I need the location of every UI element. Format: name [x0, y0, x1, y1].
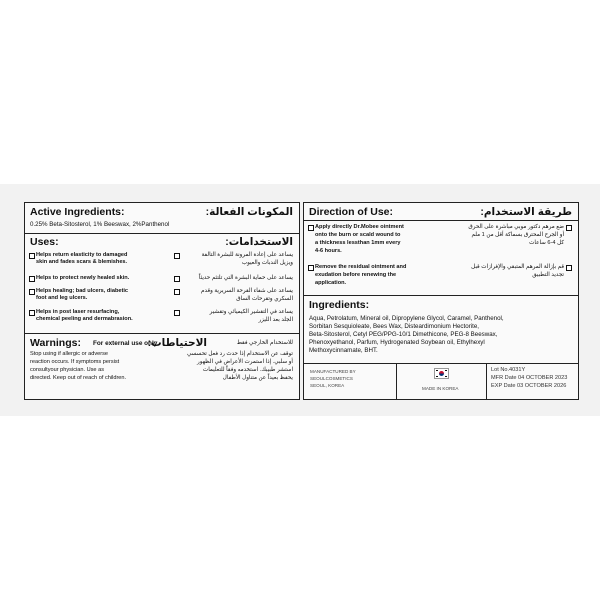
- right-panel: [303, 202, 579, 400]
- warnings-text-ar: توقف عن الاستخدام إذا حدث رد فعل تحسسي: [187, 351, 293, 357]
- checkbox-icon: [566, 265, 572, 271]
- use-text-ar: ويزيل الندبات والعيوب: [241, 260, 293, 266]
- use-text: skin and fades scars & blemishes.: [36, 259, 128, 265]
- warnings-text-ar: أو سلبي. إذا استمرت الأعراض في الظهور: [197, 359, 293, 365]
- ingredients-title: Ingredients:: [309, 299, 370, 311]
- direction-text: exudation before renewing the: [315, 272, 397, 278]
- warnings-subtitle: For external use only: [93, 340, 158, 347]
- checkbox-icon: [29, 276, 35, 282]
- mfr-date: MFR Date 04 OCTOBER 2023: [491, 375, 568, 381]
- direction-text: Apply directly Dr.Mobee ointment: [315, 224, 404, 230]
- use-text: foot and leg ulcers.: [36, 295, 88, 301]
- warnings-text: consultyour physician. Use as: [30, 367, 104, 373]
- ingredients-text: Aqua, Petrolatum, Mineral oil, Dipropylene Glycol, Caramel, Panthenol,: [309, 315, 504, 322]
- use-text: Helps return elasticity to damaged: [36, 252, 128, 258]
- checkbox-icon: [29, 310, 35, 316]
- use-text: Helps to protect newly healed skin.: [36, 275, 130, 281]
- checkbox-icon: [174, 310, 180, 316]
- divider: [304, 295, 578, 296]
- use-text-ar: يساعد على حماية البشرة التي تلتئم حديثاً: [198, 275, 293, 281]
- direction-item-2: [304, 264, 578, 290]
- use-item-3: [25, 288, 299, 306]
- direction-title-ar: طريقة الاستخدام:: [480, 206, 572, 218]
- left-panel: [24, 202, 300, 400]
- divider: [304, 363, 578, 364]
- use-text: Helps in post laser resurfacing,: [36, 309, 120, 315]
- use-text-ar: السكري وتقرحات الساق: [236, 296, 293, 302]
- ingredients-text: Beta-Sitosterol, Cetyl PEG/PPG-10/1 Dimethicone, PEG-8 Beeswax,: [309, 331, 498, 338]
- active-ingredients-title-ar: المكونات الفعالة:: [205, 206, 293, 218]
- use-text-ar: يساعد على إعادة المرونة للبشرة التالفة: [201, 252, 293, 258]
- manufacturer-text: SEOULCOSMETICS: [310, 376, 353, 381]
- active-ingredients-text: 0.25% Beta-Sitosterol, 1% Beeswax, 2%Panthenol: [30, 221, 170, 228]
- direction-text: onto the burn or scald wound to: [315, 232, 401, 238]
- checkbox-icon: [29, 289, 35, 295]
- direction-text: Remove the residual ointment and: [315, 264, 407, 270]
- checkbox-icon: [566, 225, 572, 231]
- exp-date: EXP Date 03 OCTOBER 2026: [491, 383, 567, 389]
- use-text-ar: يساعد على شفاء القرحة السريرية وقدم: [201, 288, 293, 294]
- checkbox-icon: [29, 253, 35, 259]
- direction-item-1: [304, 224, 578, 258]
- direction-text-ar: ضع مرهم دكتور موبي مباشرة على الحرق: [468, 224, 564, 230]
- checkbox-icon: [308, 225, 314, 231]
- warnings-text: directed. Keep out of reach of children.: [30, 375, 127, 381]
- manufacturer-text: SEOUL, KOREA: [310, 383, 345, 388]
- divider: [486, 363, 487, 399]
- direction-text-ar: تجديد التطبيق: [532, 272, 564, 278]
- uses-title: Uses:: [30, 236, 59, 248]
- direction-text: application.: [315, 280, 347, 286]
- use-text: chemical peeling and dermabrasion.: [36, 316, 133, 322]
- use-text-ar: يساعد في التقشير الكيميائي وتقشير: [209, 309, 293, 315]
- use-text-ar: الجلد بعد الليزر: [258, 317, 293, 323]
- divider: [304, 220, 578, 221]
- direction-text: 4-6 hours.: [315, 248, 342, 254]
- ingredients-text: Phenoxyethanol, Parfum, Hydrogenated Soybean oil, Ethylhexyl: [309, 339, 485, 346]
- divider: [396, 363, 397, 399]
- korea-flag-icon: [434, 368, 449, 379]
- use-item-1: [25, 252, 299, 272]
- use-item-2: [25, 275, 299, 285]
- warnings-text-ar: يحفظ بعيداً عن متناول الأطفال: [222, 375, 293, 381]
- manufacturer-text: MANUFACTURED BY: [310, 369, 356, 374]
- checkbox-icon: [174, 289, 180, 295]
- lot-number: Lot No.4031Y: [491, 367, 526, 373]
- warnings-text: Stop using if allergic or adverse: [30, 351, 109, 357]
- use-text: Helps healing; bad ulcers, diabetic: [36, 288, 129, 294]
- checkbox-icon: [308, 265, 314, 271]
- uses-title-ar: الاستخدامات:: [225, 236, 293, 248]
- active-ingredients-title: Active Ingredients:: [30, 206, 125, 218]
- direction-text: a thickness lessthan 1mm every: [315, 240, 401, 246]
- direction-text-ar: أو الجرح المحترق بسماكة أقل من 1 ملم: [471, 232, 564, 238]
- checkbox-icon: [174, 276, 180, 282]
- divider: [25, 233, 299, 234]
- direction-text-ar: قم بإزالة المرهم المتبقي والإفرازات قبل: [471, 264, 564, 270]
- ingredients-text: Sorbitan Sesquioleate, Bees Wax, Disteardimonium Hectorite,: [309, 323, 480, 330]
- direction-title: Direction of Use:: [309, 206, 394, 218]
- warnings-title: Warnings:: [30, 337, 81, 349]
- use-item-4: [25, 309, 299, 327]
- warnings-text-ar: للاستخدام الخارجي فقط: [236, 340, 293, 346]
- ingredients-text: Methoxycinnamate, BHT.: [309, 347, 378, 354]
- made-in-text: MADE IN KOREA: [422, 386, 459, 391]
- warnings-text-ar: استشر طبيبك. استخدمه وفقاً للتعليمات: [202, 367, 293, 373]
- warnings-title-ar: الاحتياطات:: [147, 337, 207, 349]
- divider: [25, 333, 299, 334]
- direction-text-ar: كل 4-6 ساعات: [529, 240, 564, 246]
- checkbox-icon: [174, 253, 180, 259]
- warnings-text: reaction occurs. If symptoms persist: [30, 359, 120, 365]
